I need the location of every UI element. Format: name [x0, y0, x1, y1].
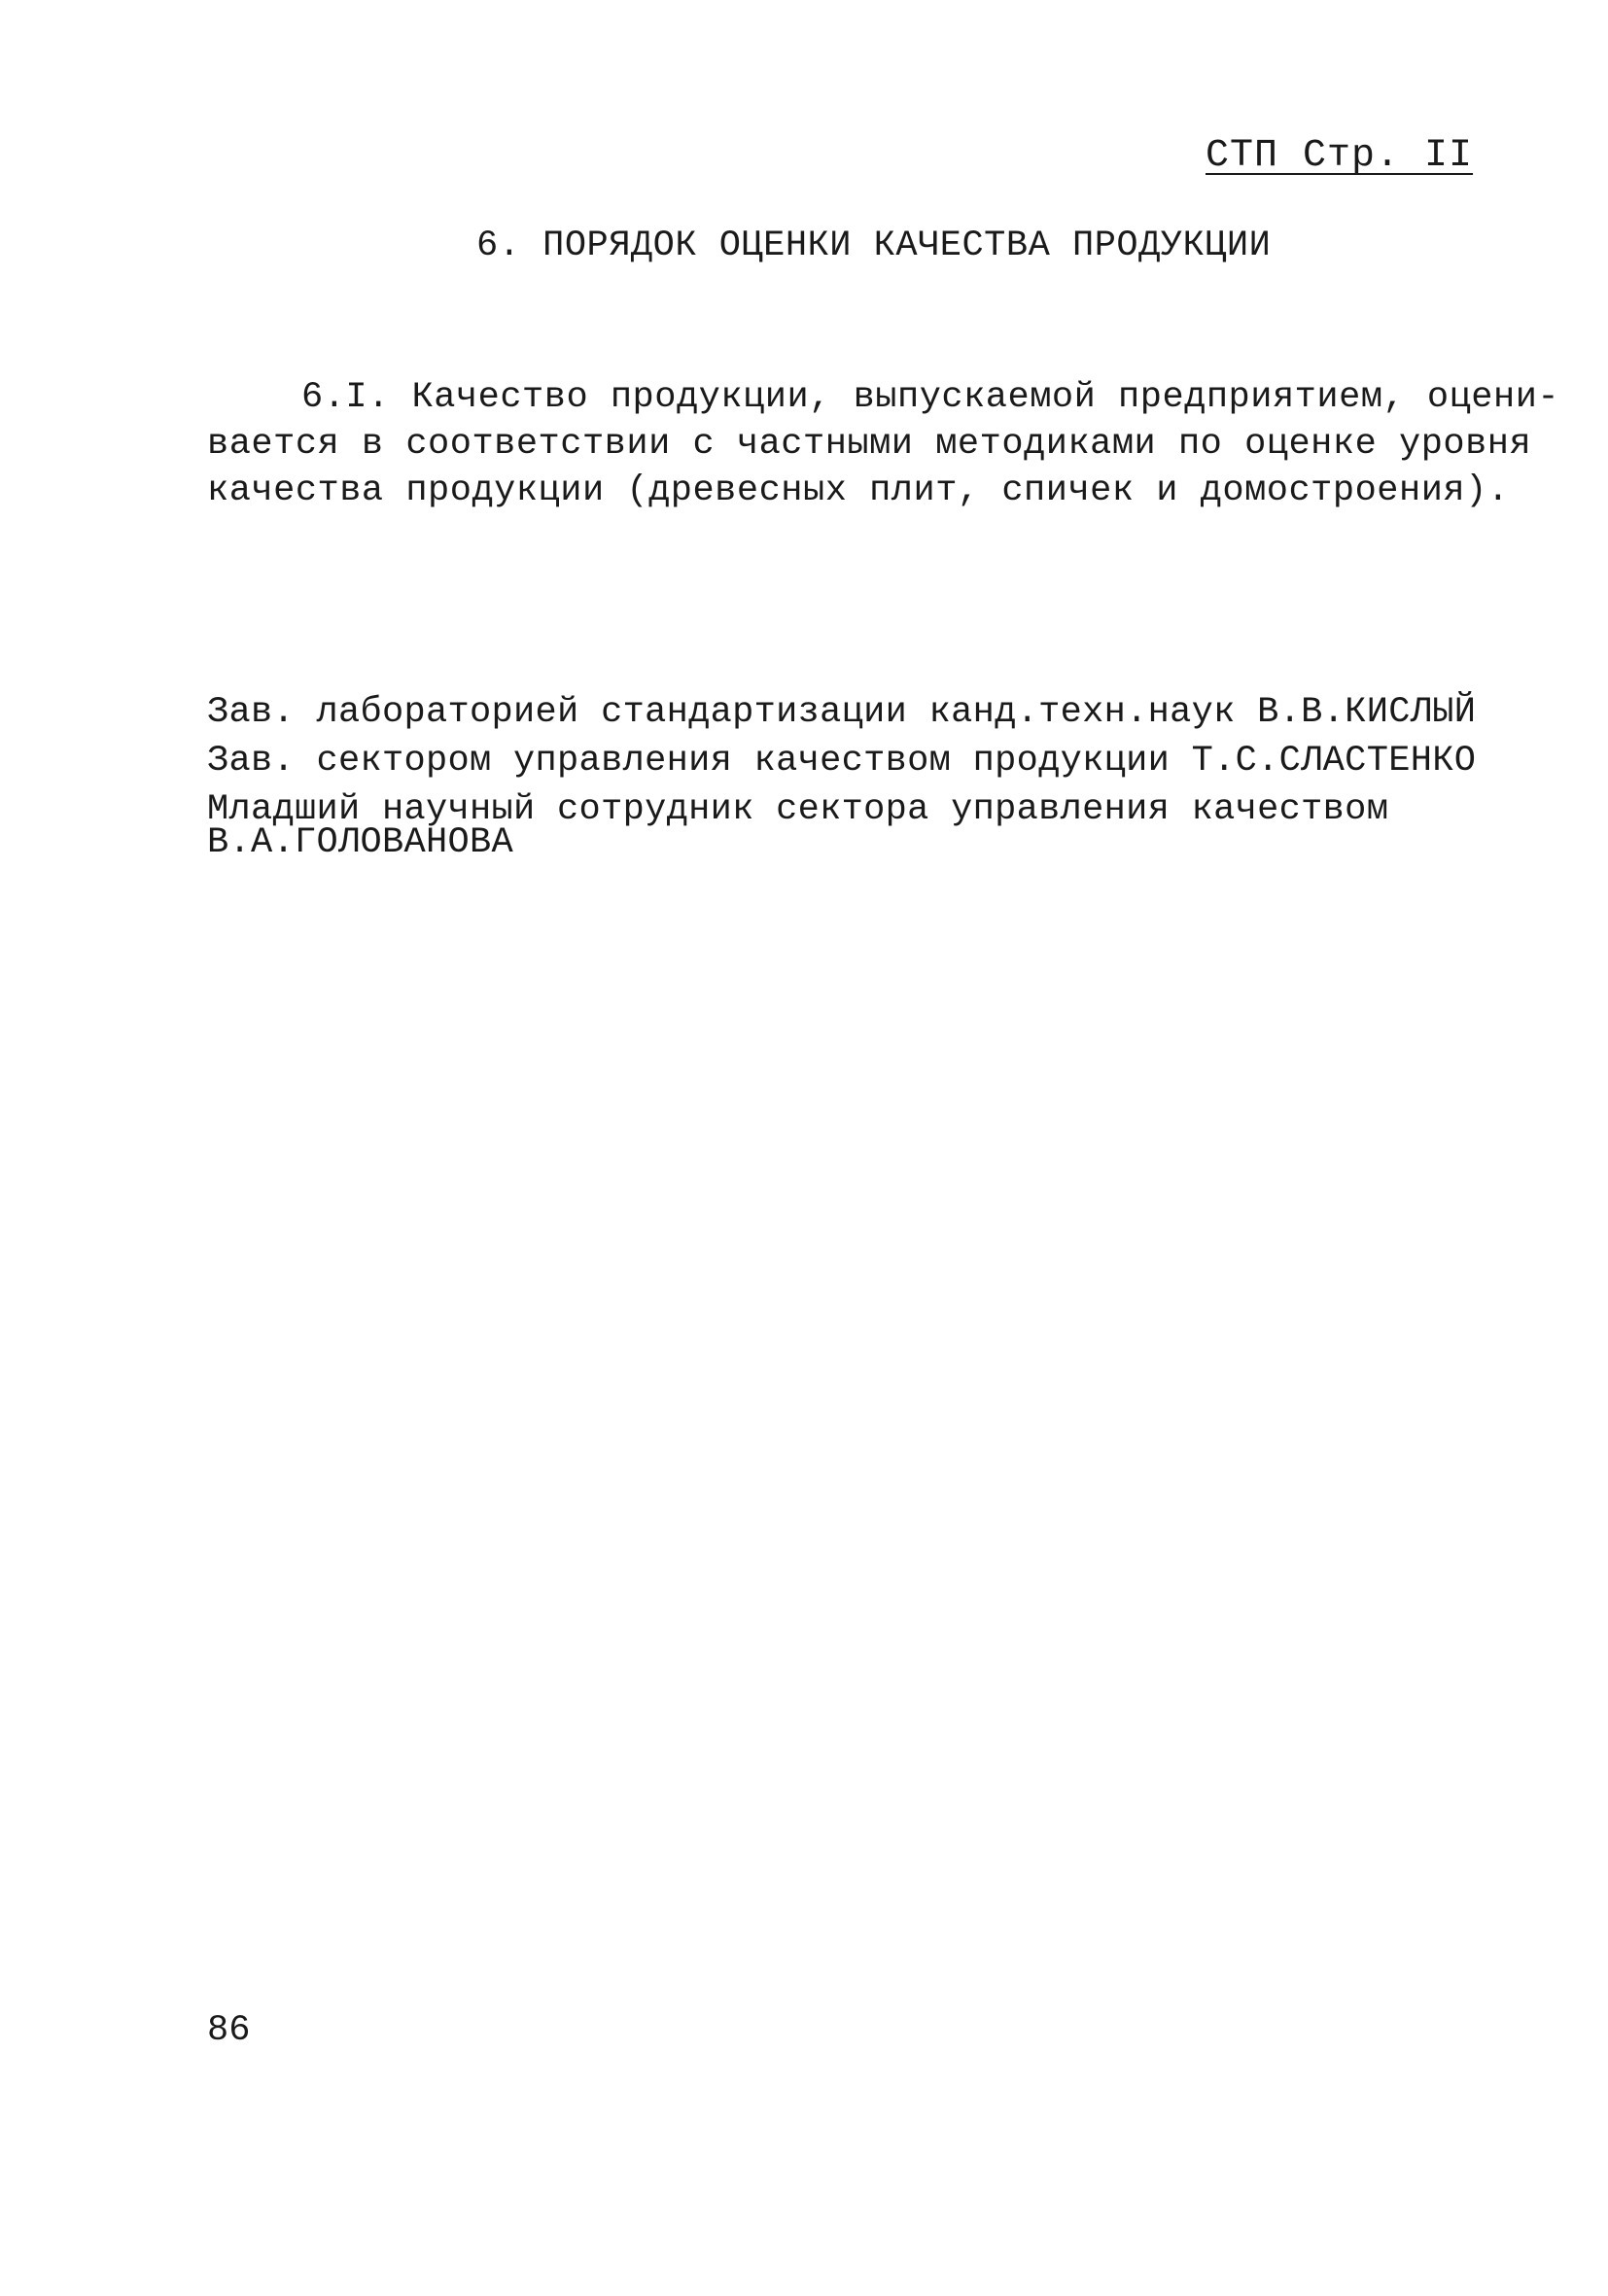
signature-line-head-of-laboratory: Зав. лабораторией стандартизации канд.техн.наук В.В.КИСЛЫЙ	[207, 692, 1477, 733]
standard-page-reference: СТП Стр. II	[1206, 134, 1474, 178]
paragraph-line-2: вается в соответствии с частными методиками по оценке уровня	[207, 424, 1532, 465]
paragraph-line-3: качества продукции (древесных плит, спичек и домостроения).	[207, 470, 1510, 511]
page-number: 86	[207, 2010, 251, 2051]
signature-line-junior-researcher: Младший научный сотрудник сектора управления качеством	[207, 789, 1389, 830]
paragraph-line-1: 6.I. Качество продукции, выпускаемой предприятием, оцени-	[301, 377, 1560, 418]
section-title: 6. ПОРЯДОК ОЦЕНКИ КАЧЕСТВА ПРОДУКЦИИ	[476, 226, 1272, 266]
signature-line-head-of-sector: Зав. сектором управления качеством продукции Т.С.СЛАСТЕНКО	[207, 741, 1477, 782]
signature-line-name: В.А.ГОЛОВАНОВА	[207, 822, 514, 863]
